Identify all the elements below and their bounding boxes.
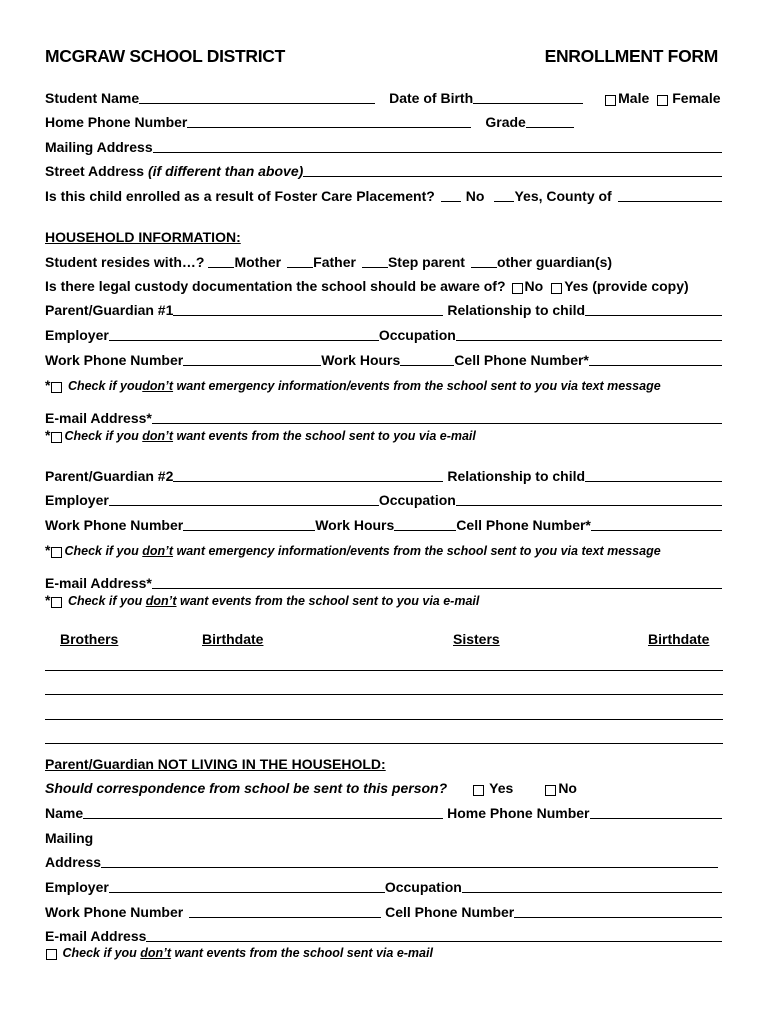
female-checkbox[interactable] bbox=[657, 95, 668, 106]
sisters-birthdate-heading: Birthdate bbox=[648, 631, 710, 647]
guardian2-text-note-pre: Check if you bbox=[64, 544, 143, 558]
home-phone-field[interactable] bbox=[187, 114, 471, 128]
guardian1-text-note: * Check if you don’t want emergency information/events from the school sent to you via text message bbox=[45, 377, 661, 393]
correspondence-no-checkbox[interactable] bbox=[545, 785, 556, 796]
grade-field[interactable] bbox=[526, 114, 574, 128]
female-label: Female bbox=[672, 90, 721, 106]
district-title: MCGRAW SCHOOL DISTRICT bbox=[45, 46, 286, 66]
custody-no-label: No bbox=[524, 278, 544, 294]
sibling-line[interactable] bbox=[45, 670, 723, 671]
guardian1-email-label: E-mail Address* bbox=[45, 410, 152, 426]
street-label: Street Address bbox=[45, 163, 145, 179]
guardian1-relationship-field[interactable] bbox=[585, 302, 722, 316]
guardian2-email-note-post: want events from the school sent to you via e-mail bbox=[176, 594, 480, 608]
guardian2-work-phone-field[interactable] bbox=[183, 517, 315, 531]
guardian1-occupation-field[interactable] bbox=[456, 327, 722, 341]
male-checkbox[interactable] bbox=[605, 95, 616, 106]
guardian1-employer-field[interactable] bbox=[109, 327, 379, 341]
guardian2-work-hours-label: Work Hours bbox=[315, 517, 395, 533]
guardian1-text-note-u: don’t bbox=[142, 379, 174, 393]
county-field[interactable] bbox=[618, 188, 722, 202]
nonresident-email-note bbox=[45, 942, 722, 960]
guardian2-name-field[interactable] bbox=[173, 468, 443, 482]
nonresident-address-row bbox=[45, 852, 718, 870]
nonresident-employer-label: Employer bbox=[45, 879, 109, 895]
form-title: ENROLLMENT FORM bbox=[544, 46, 718, 66]
nonresident-name-row bbox=[45, 803, 722, 821]
guardian1-email-optout-checkbox[interactable] bbox=[51, 432, 62, 443]
guardian1-text-optout-checkbox[interactable] bbox=[51, 382, 62, 393]
nonresident-mailing-label: Mailing bbox=[45, 830, 94, 846]
guardian1-email-field[interactable] bbox=[152, 410, 722, 424]
guardian1-employer-row bbox=[45, 325, 722, 343]
guardian2-email-field[interactable] bbox=[152, 575, 722, 589]
student-name-label: Student Name bbox=[45, 90, 140, 106]
guardian1-label: Parent/Guardian #1 bbox=[45, 302, 174, 318]
nonresident-occupation-label: Occupation bbox=[384, 879, 462, 895]
guardian2-email-label: E-mail Address* bbox=[45, 575, 152, 591]
resides-row bbox=[45, 252, 722, 270]
guardian2-occupation-field[interactable] bbox=[456, 492, 722, 506]
guardian1-email-note-u: don’t bbox=[142, 429, 174, 443]
guardian1-work-hours-field[interactable] bbox=[400, 352, 454, 366]
resides-label: Student resides with…? bbox=[45, 254, 205, 270]
sibling-line[interactable] bbox=[45, 719, 723, 720]
guardian2-email-row bbox=[45, 573, 722, 591]
nonresident-heading-row bbox=[45, 754, 722, 772]
mother-label: Mother bbox=[234, 254, 282, 270]
nonresident-name-label: Name bbox=[45, 805, 84, 821]
nonresident-work-phone-field[interactable] bbox=[189, 904, 381, 918]
guardian2-employer-field[interactable] bbox=[109, 492, 379, 506]
foster-row bbox=[45, 186, 722, 204]
mother-blank[interactable] bbox=[208, 254, 234, 268]
guardian1-work-phone-label: Work Phone Number bbox=[45, 352, 184, 368]
guardian2-email-note-u: don’t bbox=[145, 594, 177, 608]
nonresident-home-phone-field[interactable] bbox=[590, 805, 723, 819]
custody-yes-checkbox[interactable] bbox=[551, 283, 562, 294]
guardian1-employer-label: Employer bbox=[45, 327, 109, 343]
custody-question: Is there legal custody documentation the school should be aware of? bbox=[45, 278, 506, 294]
guardian1-work-phone-field[interactable] bbox=[183, 352, 321, 366]
guardian2-cell-label: Cell Phone Number* bbox=[456, 517, 591, 533]
household-heading: HOUSEHOLD INFORMATION: bbox=[45, 229, 241, 245]
guardian1-cell-label: Cell Phone Number* bbox=[454, 352, 589, 368]
guardian2-employer-row bbox=[45, 490, 722, 508]
household-heading-row bbox=[45, 227, 722, 245]
nonresident-phone-row bbox=[45, 902, 722, 920]
guardian1-email-note-pre: Check if you bbox=[64, 429, 143, 443]
guardian2-text-optout-checkbox[interactable] bbox=[51, 547, 62, 558]
custody-row bbox=[45, 276, 722, 294]
father-blank[interactable] bbox=[287, 254, 313, 268]
guardian1-email-row bbox=[45, 408, 722, 426]
guardian2-email-note-pre: Check if you bbox=[67, 594, 146, 608]
guardian2-relationship-label: Relationship to child bbox=[447, 468, 586, 484]
male-label: Male bbox=[618, 90, 650, 106]
mailing-row bbox=[45, 137, 722, 155]
guardian1-email-note-post: want events from the school sent to you via e-mail bbox=[173, 429, 476, 443]
guardian2-text-note-u: don’t bbox=[142, 544, 174, 558]
guardian2-work-phone-label: Work Phone Number bbox=[45, 517, 184, 533]
nonresident-mailing-row bbox=[45, 828, 722, 846]
custody-no-checkbox[interactable] bbox=[512, 283, 523, 294]
nonresident-employer-field[interactable] bbox=[109, 879, 385, 893]
guardian2-occupation-label: Occupation bbox=[378, 492, 456, 508]
guardian1-name-field[interactable] bbox=[173, 302, 443, 316]
nonresident-email-label: E-mail Address bbox=[45, 928, 147, 944]
nonresident-email-note-post: want events from the school sent via e-mail bbox=[171, 946, 433, 960]
guardian2-email-note: * Check if you don’t want events from the school sent to you via e-mail bbox=[45, 592, 480, 608]
guardian1-occupation-label: Occupation bbox=[378, 327, 456, 343]
nonresident-occupation-field[interactable] bbox=[462, 879, 722, 893]
guardian2-text-note-post: want emergency information/events from the school sent to you via text message bbox=[173, 544, 661, 558]
correspondence-yes-checkbox[interactable] bbox=[473, 785, 484, 796]
correspondence-no-label: No bbox=[558, 780, 577, 796]
guardian2-employer-label: Employer bbox=[45, 492, 109, 508]
other-guardian-label: other guardian(s) bbox=[496, 254, 613, 270]
guardian2-email-optout-checkbox[interactable] bbox=[51, 597, 62, 608]
brothers-heading: Brothers bbox=[60, 631, 119, 647]
guardian1-text-note-post: want emergency information/events from the school sent to you via text message bbox=[173, 379, 661, 393]
guardian1-cell-field[interactable] bbox=[589, 352, 722, 366]
foster-question: Is this child enrolled as a result of Foster Care Placement? bbox=[45, 188, 435, 204]
correspondence-question: Should correspondence from school be sent to this person? bbox=[45, 780, 448, 796]
home-phone-row bbox=[45, 112, 722, 130]
mailing-label: Mailing Address bbox=[45, 139, 153, 155]
correspondence-yes-label: Yes bbox=[489, 780, 514, 796]
guardian1-work-hours-label: Work Hours bbox=[321, 352, 401, 368]
street-row bbox=[45, 161, 722, 179]
nonresident-email-note-pre: Check if you bbox=[62, 946, 141, 960]
nonresident-cell-field[interactable] bbox=[514, 904, 722, 918]
street-field[interactable] bbox=[303, 163, 722, 177]
foster-yes-label: Yes, County of bbox=[514, 188, 612, 204]
dob-label: Date of Birth bbox=[389, 90, 474, 106]
guardian2-label: Parent/Guardian #2 bbox=[45, 468, 174, 484]
father-label: Father bbox=[313, 254, 356, 270]
nonresident-work-phone-label: Work Phone Number bbox=[45, 904, 188, 920]
nonresident-heading: Parent/Guardian NOT LIVING IN THE HOUSEHOLD: bbox=[45, 756, 386, 772]
guardian2-phone-row bbox=[45, 515, 722, 533]
foster-yes-blank[interactable] bbox=[494, 188, 514, 202]
student-name-field[interactable] bbox=[139, 90, 375, 104]
guardian2-text-note: * Check if you don’t want emergency information/events from the school sent to you via text message bbox=[45, 542, 661, 558]
foster-no-blank[interactable] bbox=[441, 188, 461, 202]
nonresident-home-phone-label: Home Phone Number bbox=[447, 805, 590, 821]
other-guardian-blank[interactable] bbox=[471, 254, 497, 268]
nonresident-address-field[interactable] bbox=[101, 854, 718, 868]
guardian1-row bbox=[45, 300, 722, 318]
brothers-birthdate-heading: Birthdate bbox=[202, 631, 264, 647]
nonresident-email-optout-checkbox[interactable] bbox=[46, 949, 57, 960]
nonresident-email-field[interactable] bbox=[146, 928, 722, 942]
sisters-heading: Sisters bbox=[453, 631, 500, 647]
step-parent-label: Step parent bbox=[387, 254, 465, 270]
guardian2-row bbox=[45, 466, 722, 484]
guardian1-phone-row bbox=[45, 350, 722, 368]
sibling-line[interactable] bbox=[45, 694, 723, 695]
step-parent-blank[interactable] bbox=[362, 254, 388, 268]
guardian2-relationship-field[interactable] bbox=[585, 468, 722, 482]
nonresident-employer-row bbox=[45, 877, 722, 895]
nonresident-cell-label: Cell Phone Number bbox=[385, 904, 515, 920]
guardian1-text-note-pre: Check if you bbox=[67, 379, 143, 393]
grade-label: Grade bbox=[485, 114, 526, 130]
dob-field[interactable] bbox=[473, 90, 583, 104]
nonresident-name-field[interactable] bbox=[83, 805, 443, 819]
guardian2-work-hours-field[interactable] bbox=[394, 517, 456, 531]
nonresident-address-label: Address bbox=[45, 854, 102, 870]
guardian2-cell-field[interactable] bbox=[591, 517, 722, 531]
student-name-row bbox=[45, 88, 722, 106]
foster-no-label: No bbox=[465, 188, 485, 204]
nonresident-email-note-u: don’t bbox=[140, 946, 172, 960]
custody-yes-label: Yes (provide copy) bbox=[564, 278, 689, 294]
sibling-line[interactable] bbox=[45, 743, 723, 744]
guardian1-email-note: * Check if you don’t want events from the school sent to you via e-mail bbox=[45, 427, 476, 443]
street-note: (if different than above) bbox=[147, 163, 304, 179]
mailing-field[interactable] bbox=[153, 139, 722, 153]
correspondence-row bbox=[45, 778, 722, 796]
guardian1-relationship-label: Relationship to child bbox=[447, 302, 586, 318]
home-phone-label: Home Phone Number bbox=[45, 114, 188, 130]
